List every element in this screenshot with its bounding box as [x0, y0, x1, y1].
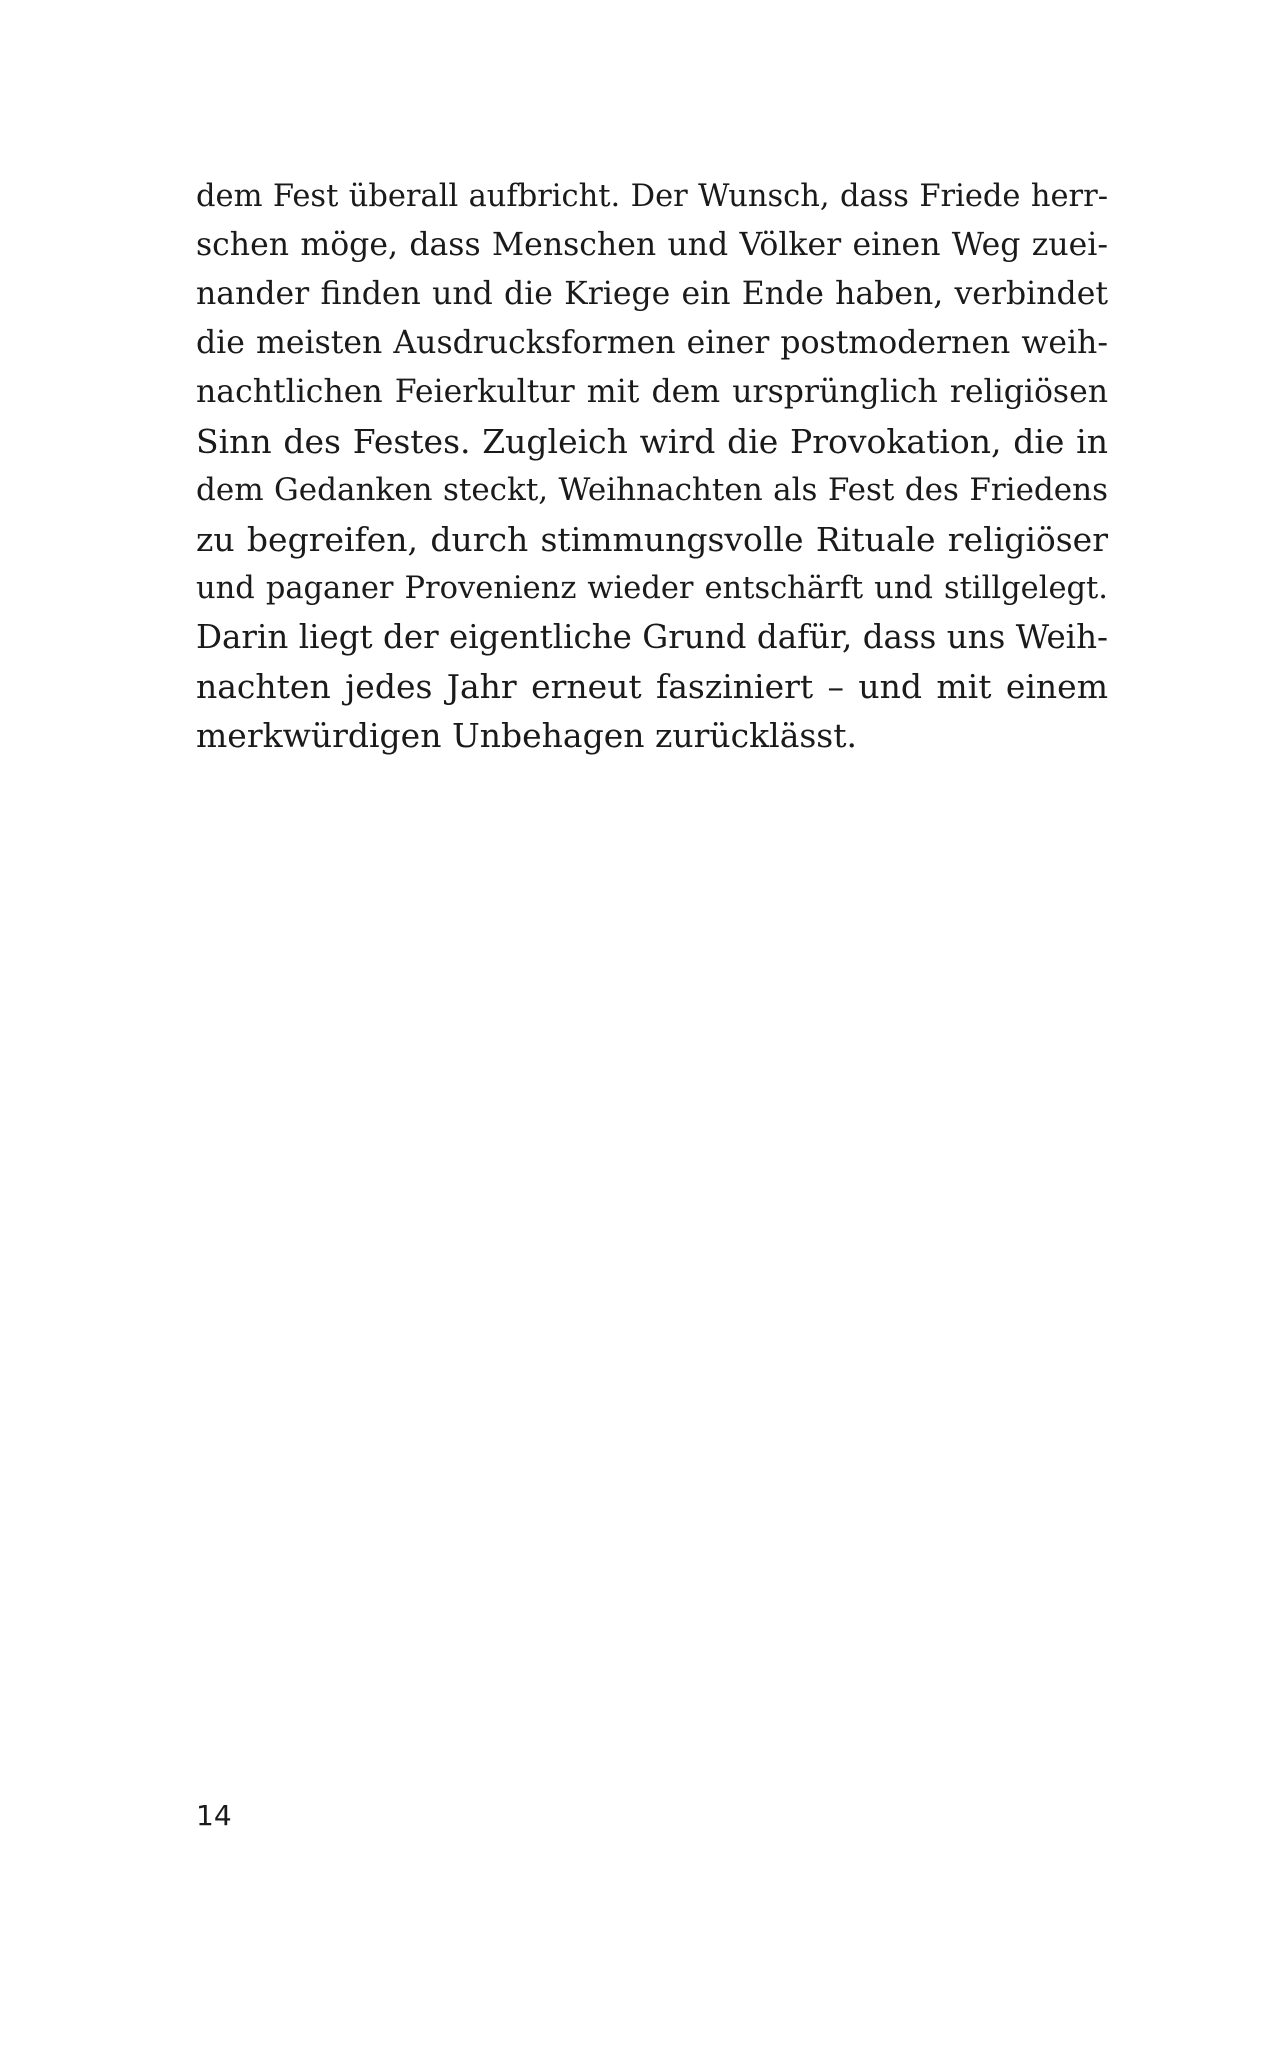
page-number: 14 [196, 1799, 232, 1832]
text-line: dem Gedanken steckt, Weihnachten als Fest des Friedens [196, 472, 1108, 508]
text-line: zu begreifen, durch stimmungsvolle Rituale religiöser [196, 520, 1108, 559]
text-line: nachten jedes Jahr erneut fasziniert – und mit einem [196, 667, 1108, 706]
text-line: merkwürdigen Unbehagen zurücklässt. [196, 716, 857, 755]
text-line: die meisten Ausdrucksformen einer postmodernen weih- [196, 325, 1108, 361]
text-line: dem Fest überall aufbricht. Der Wunsch, dass Friede herr- [196, 179, 1108, 214]
text-line: und paganer Provenienz wieder entschärft und stillgelegt. [196, 571, 1108, 606]
text-line: schen möge, dass Menschen und Völker einen Weg zuei- [196, 227, 1108, 263]
text-line: Sinn des Festes. Zugleich wird die Provokation, die in [196, 422, 1108, 461]
text-line: nander finden und die Kriege ein Ende haben, verbindet [196, 276, 1108, 312]
text-line: Darin liegt der eigentliche Grund dafür, dass uns Weih- [196, 618, 1108, 656]
body-paragraph [196, 172, 1108, 760]
text-line: nachtlichen Feierkultur mit dem ursprünglich religiösen [196, 374, 1108, 410]
